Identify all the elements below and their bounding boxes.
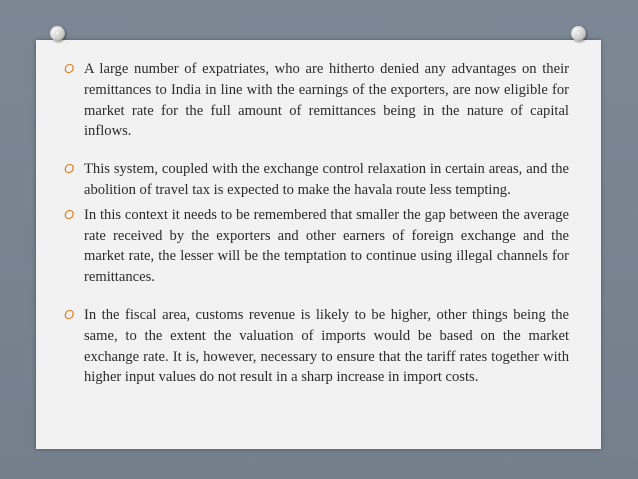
bullet-item [64, 205, 569, 288]
bullet-item [64, 159, 569, 201]
bullet-text: A large number of expatriates, who are hitherto denied any advantages on their remittances to India in line with the earnings of the exporters, are now eligible for market rate for the full amount of remittances being in the nature of capital inflows. [84, 61, 569, 140]
bullet-marker: O [64, 306, 75, 322]
bullet-marker: O [64, 61, 75, 76]
bullet-marker: O [64, 161, 75, 177]
bullet-item [64, 305, 569, 388]
bullet-marker: O [64, 206, 75, 222]
bullet-text: In this context it needs to be remembered that smaller the gap between the average rate received by the exporters and other earners of foreign exchange and the market rate, the lesser will be the temptation to continue using illegal channels for remittances. [84, 206, 569, 286]
bullet-item [64, 59, 569, 142]
pushpin-icon [50, 26, 65, 41]
bullet-list [64, 59, 569, 388]
bullet-text: In the fiscal area, customs revenue is likely to be higher, other things being the same, to the extent the valuation of imports would be based on the market exchange rate. It is, however, necessary to ensure that the tariff rates together with higher input values do not result in a sharp increase in import costs. [84, 306, 569, 386]
bullet-text: This system, coupled with the exchange control relaxation in certain areas, and the abolition of travel tax is expected to make the havala route less tempting. [84, 161, 569, 198]
pushpin-icon [571, 26, 586, 41]
